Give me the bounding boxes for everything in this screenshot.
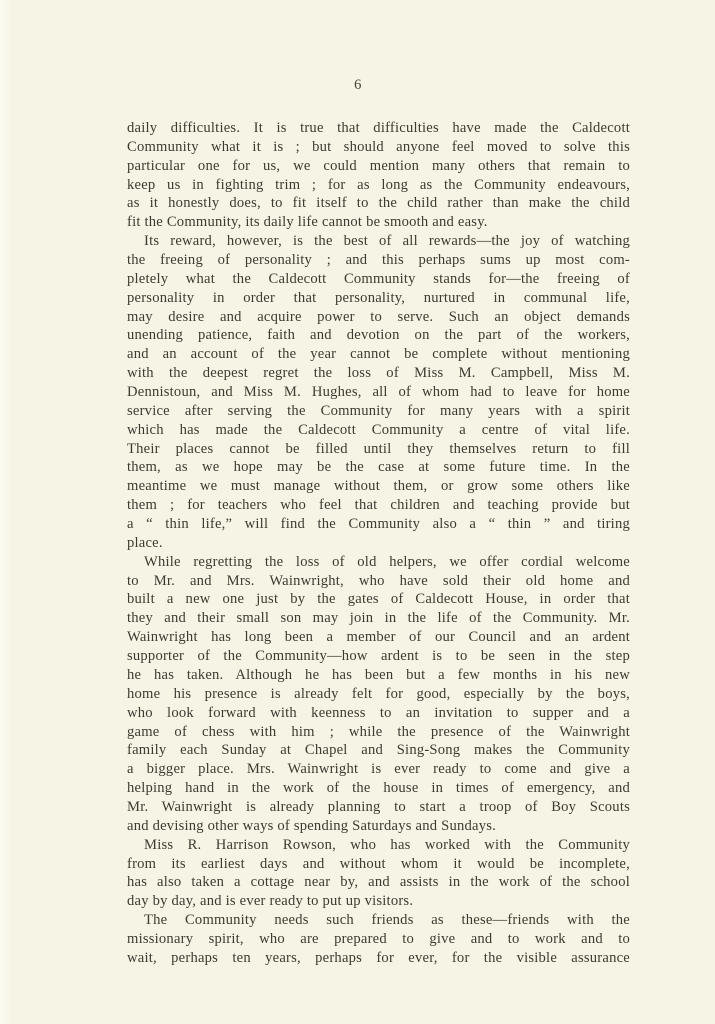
text-line: as it honestly does, to fit itself to the child rather than make the child	[127, 195, 630, 212]
text-line: wait, perhaps ten years, perhaps for ever, for the visible assurance	[127, 949, 630, 966]
text-line: to Mr. and Mrs. Wainwright, who have sold their old home and	[127, 572, 630, 589]
text-line: from its earliest days and without whom it would be incomplete,	[127, 855, 630, 872]
text-line: While regretting the loss of old helpers, we offer cordial welcome	[144, 553, 630, 570]
paragraph	[127, 911, 630, 968]
text-line: family each Sunday at Chapel and Sing-Song makes the Community	[127, 742, 630, 759]
text-line: service after serving the Community for many years with a spirit	[127, 402, 630, 419]
text-line: day by day, and is ever ready to put up visitors.	[127, 893, 414, 910]
paragraph	[127, 232, 630, 553]
text-line: them ; for teachers who feel that children and teaching provide but	[127, 497, 630, 514]
paragraph	[127, 836, 630, 911]
text-line: who look forward with keenness to an invitation to supper and a	[127, 704, 630, 721]
text-line: missionary spirit, who are prepared to give and to work and to	[127, 930, 630, 947]
text-line: and an account of the year cannot be complete without mentioning	[127, 346, 630, 363]
text-line: a “ thin life,” will find the Community also a “ thin ” and tiring	[127, 516, 630, 533]
text-line: daily difficulties. It is true that difficulties have made the Caldecott	[127, 120, 630, 136]
text-line: with the deepest regret the loss of Miss M. Campbell, Miss M.	[127, 365, 630, 382]
paragraph	[127, 553, 630, 836]
text-line: built a new one just by the gates of Caldecott House, in order that	[127, 591, 630, 608]
text-line: and devising other ways of spending Saturdays and Sundays.	[127, 817, 496, 834]
text-line: pletely what the Caldecott Community stands for—the freeing of	[127, 270, 630, 287]
text-line: helping hand in the work of the house in times of emergency, and	[127, 780, 630, 797]
text-line: Miss R. Harrison Rowson, who has worked with the Community	[144, 836, 630, 853]
text-line: the freeing of personality ; and this perhaps sums up most com-	[127, 252, 630, 269]
text-line: meantime we must manage without them, or grow some others like	[127, 478, 630, 495]
text-line: Dennistoun, and Miss M. Hughes, all of whom had to leave for home	[127, 384, 630, 401]
paragraph	[127, 119, 630, 232]
text-line: has also taken a cottage near by, and assists in the work of the school	[127, 874, 630, 891]
text-line: they and their small son may join in the life of the Community. Mr.	[127, 610, 630, 627]
text-line: supporter of the Community—how ardent is to be seen in the step	[127, 648, 630, 665]
text-line: may desire and acquire power to serve. Such an object demands	[127, 308, 630, 325]
text-line: personality in order that personality, nurtured in communal life,	[127, 289, 630, 306]
text-line: particular one for us, we could mention many others that remain to	[127, 157, 630, 174]
text-line: he has taken. Although he has been but a few months in his new	[127, 666, 630, 683]
text-line: which has made the Caldecott Community a centre of vital life.	[127, 421, 630, 438]
text-line: Community what it is ; but should anyone feel moved to solve this	[127, 138, 630, 155]
text-line: a bigger place. Mrs. Wainwright is ever ready to come and give a	[127, 761, 630, 778]
text-line: keep us in fighting trim ; for as long as the Community endeavours,	[127, 176, 630, 193]
text-line: The Community needs such friends as these—friends with the	[144, 912, 630, 929]
text-block	[127, 119, 630, 968]
text-line: them, as we hope may be the case at some future time. In the	[127, 459, 630, 476]
text-line: Mr. Wainwright is already planning to start a troop of Boy Scouts	[127, 798, 630, 815]
text-line: Wainwright has long been a member of our Council and an ardent	[127, 629, 630, 646]
text-line: Their places cannot be filled until they themselves return to fill	[127, 440, 630, 457]
page-number: 6	[354, 77, 362, 93]
text-line: place.	[127, 534, 163, 551]
text-line: game of chess with him ; while the presence of the Wainwright	[127, 723, 630, 740]
text-line: Its reward, however, is the best of all rewards—the joy of watching	[144, 233, 630, 250]
text-line: home his presence is already felt for good, especially by the boys,	[127, 685, 630, 702]
text-line: fit the Community, its daily life cannot be smooth and easy.	[127, 214, 488, 231]
text-line: unending patience, faith and devotion on the part of the workers,	[127, 327, 630, 344]
